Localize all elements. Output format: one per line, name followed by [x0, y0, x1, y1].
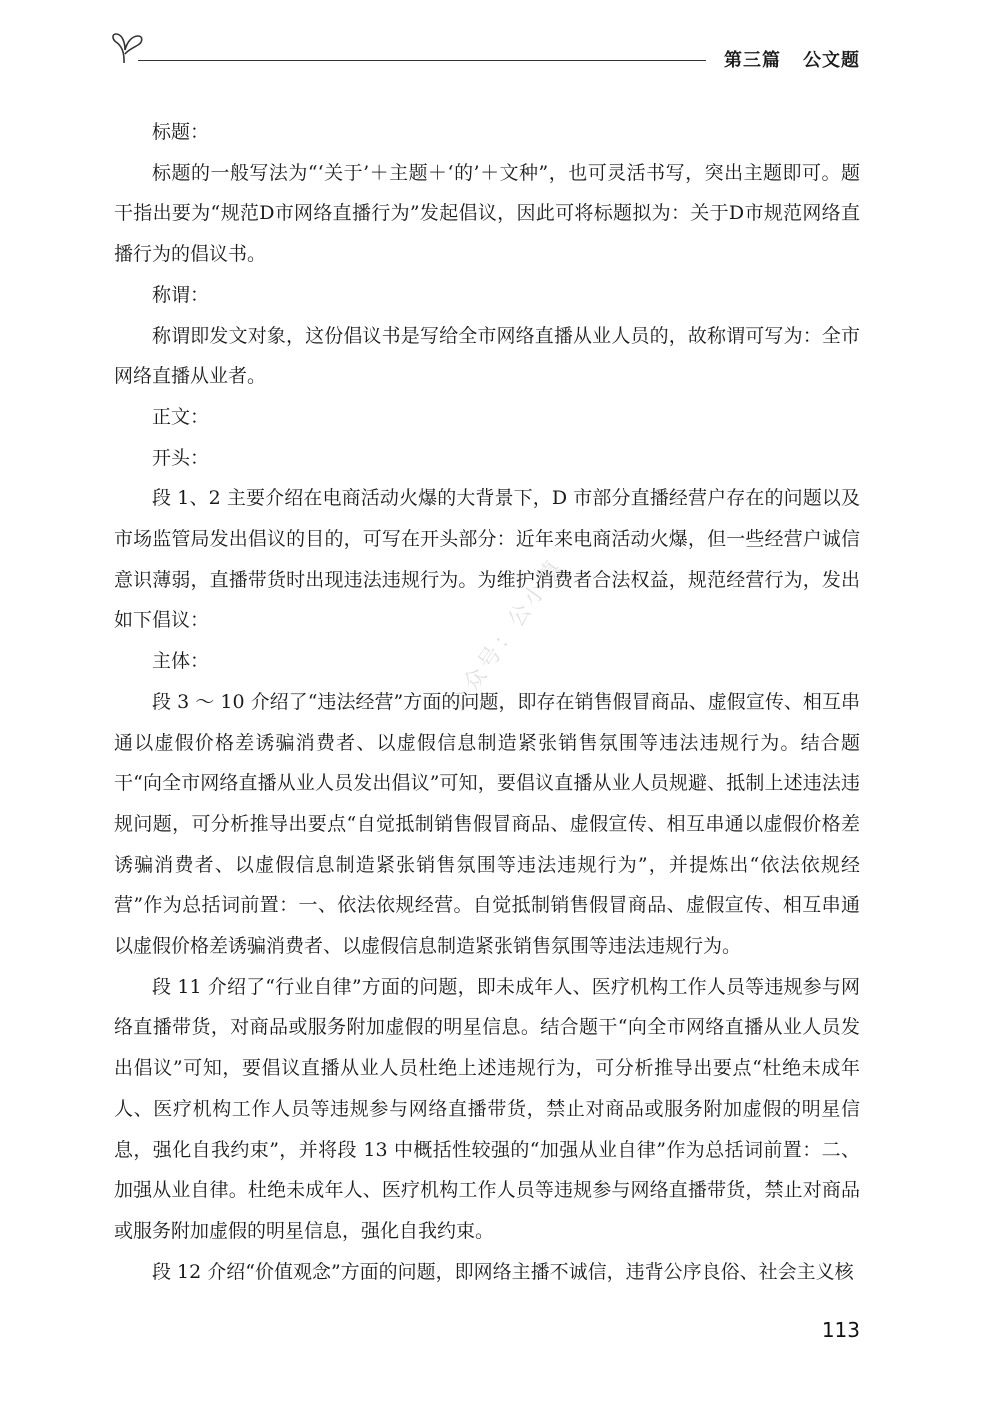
paragraph-title-explanation: 标题的一般写法为“‘关于’＋主题＋‘的’＋文种”，也可灵活书写，突出主题即可。题干指出要为“规范D市网络直播行为”发起倡议，因此可将标题拟为：关于D市规范网络直播行为的倡议书。 — [114, 161, 860, 266]
body-text — [114, 112, 860, 1292]
header-title — [724, 46, 860, 72]
paragraph-body-heading: 正文： — [152, 405, 210, 428]
paragraph-title-heading: 标题： — [152, 121, 210, 143]
paragraph-point-two: 段 11 介绍了“行业自律”方面的问题，即未成年人、医疗机构工作人员等违规参与网络直播带货，对商品或服务附加虚假的明星信息。结合题干“向全市网络直播从业人员发出倡议”可知，要倡议直播从业人员杜绝上述违规行为，可分析推导出要点“杜绝未成年人、医疗机构工作人员等违规参与网络直播带货，禁止对商品或服务附加虚假的明星信息，强化自我约束”，并将段 13 中概括性较强的“加强从业自律”作为总括词前置：二、加强从业自律。杜绝未成年人、医疗机构工作人员等违规参与网络直播带货，禁止对商品或服务附加虚假的明星信息，强化自我约束。 — [114, 975, 860, 1242]
paragraph-salutation-heading: 称谓： — [152, 283, 210, 306]
paragraph-point-one: 段 3 ～ 10 介绍了“违法经营”方面的问题，即存在销售假冒商品、虚假宣传、相互串通以虚假价格差诱骗消费者、以虚假信息制造紧张销售氛围等违法违规行为。结合题干“向全市网络直播从业人员发出倡议”可知，要倡议直播从业人员规避、抵制上述违法违规问题，可分析推导出要点“自觉抵制销售假冒商品、虚假宣传、相互串通以虚假价格差诱骗消费者、以虚假信息制造紧张销售氛围等违法违规行为”，并提炼出“依法依规经营”作为总括词前置：一、依法依规经营。自觉抵制销售假冒商品、虚假宣传、相互串通以虚假价格差诱骗消费者、以虚假信息制造紧张销售氛围等违法违规行为。 — [114, 690, 860, 958]
watermark: 公众号：公小镇 — [444, 553, 569, 718]
page-number: 113 — [821, 1318, 860, 1342]
header-rule — [138, 60, 706, 61]
paragraph-point-three: 段 12 介绍“价值观念”方面的问题，即网络主播不诚信，违背公序良俗、社会主义核 — [152, 1260, 854, 1283]
paragraph-salutation-explanation: 称谓即发文对象，这份倡议书是写给全市网络直播从业人员的，故称谓可写为：全市网络直播从业者。 — [114, 324, 860, 388]
running-header — [110, 28, 860, 72]
header-section: 公文题 — [803, 50, 860, 71]
sprout-leaf-icon — [110, 30, 146, 64]
paragraph-opening-explanation: 段 1、2 主要介绍在电商活动火爆的大背景下，D 市部分直播经营户存在的问题以及市场监管局发出倡议的目的，可写在开头部分：近年来电商活动火爆，但一些经营户诚信意识薄弱，直播带货时出现违法违规行为。为维护消费者合法权益，规范经营行为，发出如下倡议： — [114, 487, 860, 632]
paragraph-opening-heading: 开头： — [152, 446, 210, 469]
header-part: 第三篇 — [724, 50, 781, 71]
paragraph-main-heading: 主体： — [152, 650, 210, 673]
